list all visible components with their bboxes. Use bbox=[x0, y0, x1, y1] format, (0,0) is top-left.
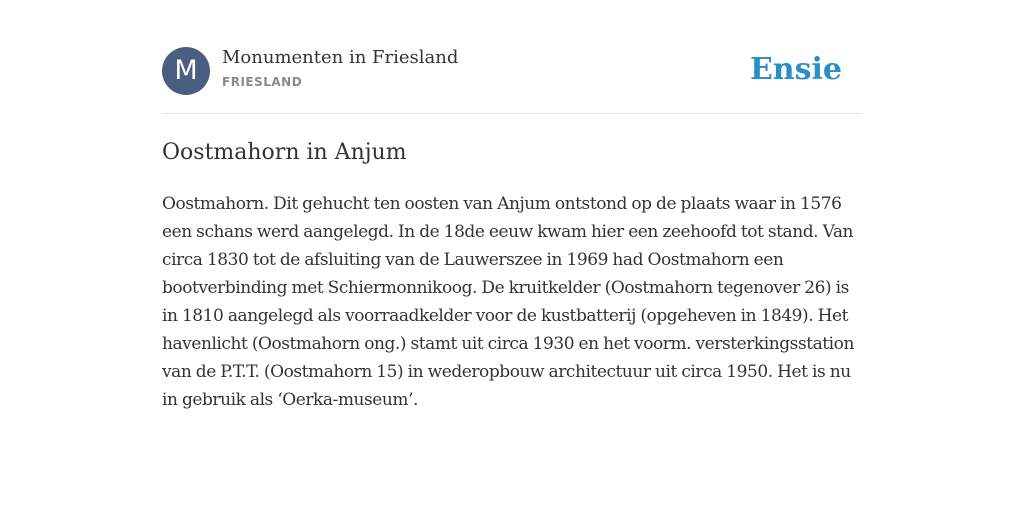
entry-card bbox=[162, 0, 862, 512]
header-divider bbox=[162, 113, 862, 114]
source-name[interactable]: Monumenten in Friesland bbox=[222, 47, 459, 68]
article-body: Oostmahorn. Dit gehucht ten oosten van Anjum ontstond op de plaats waar in 1576 een schans werd aangelegd. In de 18de eeuw kwam hier een zeehoofd tot stand. Van circa 1830 tot de afsluiting van de Lauwerszee in 1969 had Oostmahorn een bootverbinding met Schiermonnikoog. De kruitkelder (Oostmahorn tegenover 26) is in 1810 aangelegd als voorraadkelder voor de kustbatterij (opgeheven in 1849). Het havenlicht (Oostmahorn ong.) stamt uit circa 1930 en het voorm. versterkingsstation van de P.T.T. (Oostmahorn 15) in wederopbouw architectuur uit circa 1950. Het is nu in gebruik als ‘Oerka-museum’. bbox=[162, 194, 854, 410]
page-title: Oostmahorn in Anjum bbox=[162, 140, 407, 165]
brand-logo[interactable]: Ensie bbox=[749, 52, 842, 87]
source-subtitle: FRIESLAND bbox=[222, 75, 303, 89]
entry-header bbox=[162, 46, 862, 96]
avatar[interactable]: M bbox=[162, 47, 210, 95]
